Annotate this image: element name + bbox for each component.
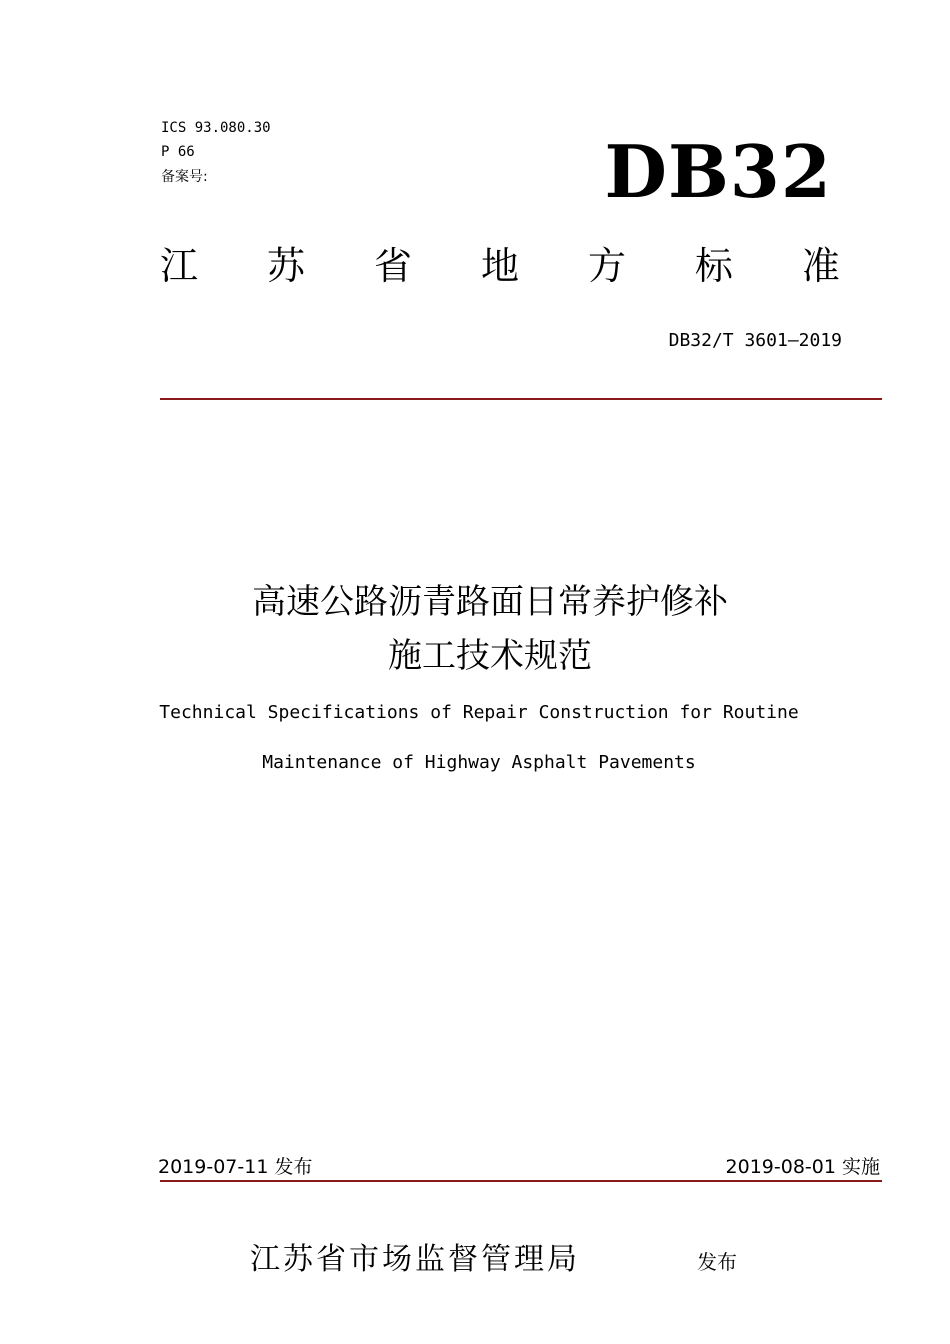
standard-type-char: 地 [480,244,519,288]
standard-type-char: 准 [801,244,840,288]
standard-type-char: 省 [373,244,412,288]
standard-type-char: 江 [160,244,199,288]
standard-type-char: 方 [587,244,626,288]
standard-type-char: 苏 [266,244,305,288]
english-title-line-2: Maintenance of Highway Asphalt Pavements [262,752,696,773]
standard-logo: DB32 [604,129,832,214]
standard-number: DB32/T 3601—2019 [668,330,842,351]
standard-type-char: 标 [694,244,733,288]
publish-label: 发布 [697,1250,737,1274]
header-divider [160,398,882,400]
filing-number-label: 备案号: [161,169,208,185]
english-title-line-1: Technical Specifications of Repair Construction for Routine [159,702,799,723]
publisher-name: 江苏省市场监督管理局 [250,1242,580,1277]
chinese-title-line-2: 施工技术规范 [388,636,592,676]
ics-code: ICS 93.080.30 [161,120,271,136]
chinese-title-line-1: 高速公路沥青路面日常养护修补 [252,582,728,622]
standard-type-heading [160,242,840,290]
issue-date: 2019-07-11 发布 [158,1156,313,1178]
ccs-code: P 66 [161,144,195,160]
implementation-date: 2019-08-01 实施 [725,1156,880,1178]
footer-divider [160,1180,882,1182]
